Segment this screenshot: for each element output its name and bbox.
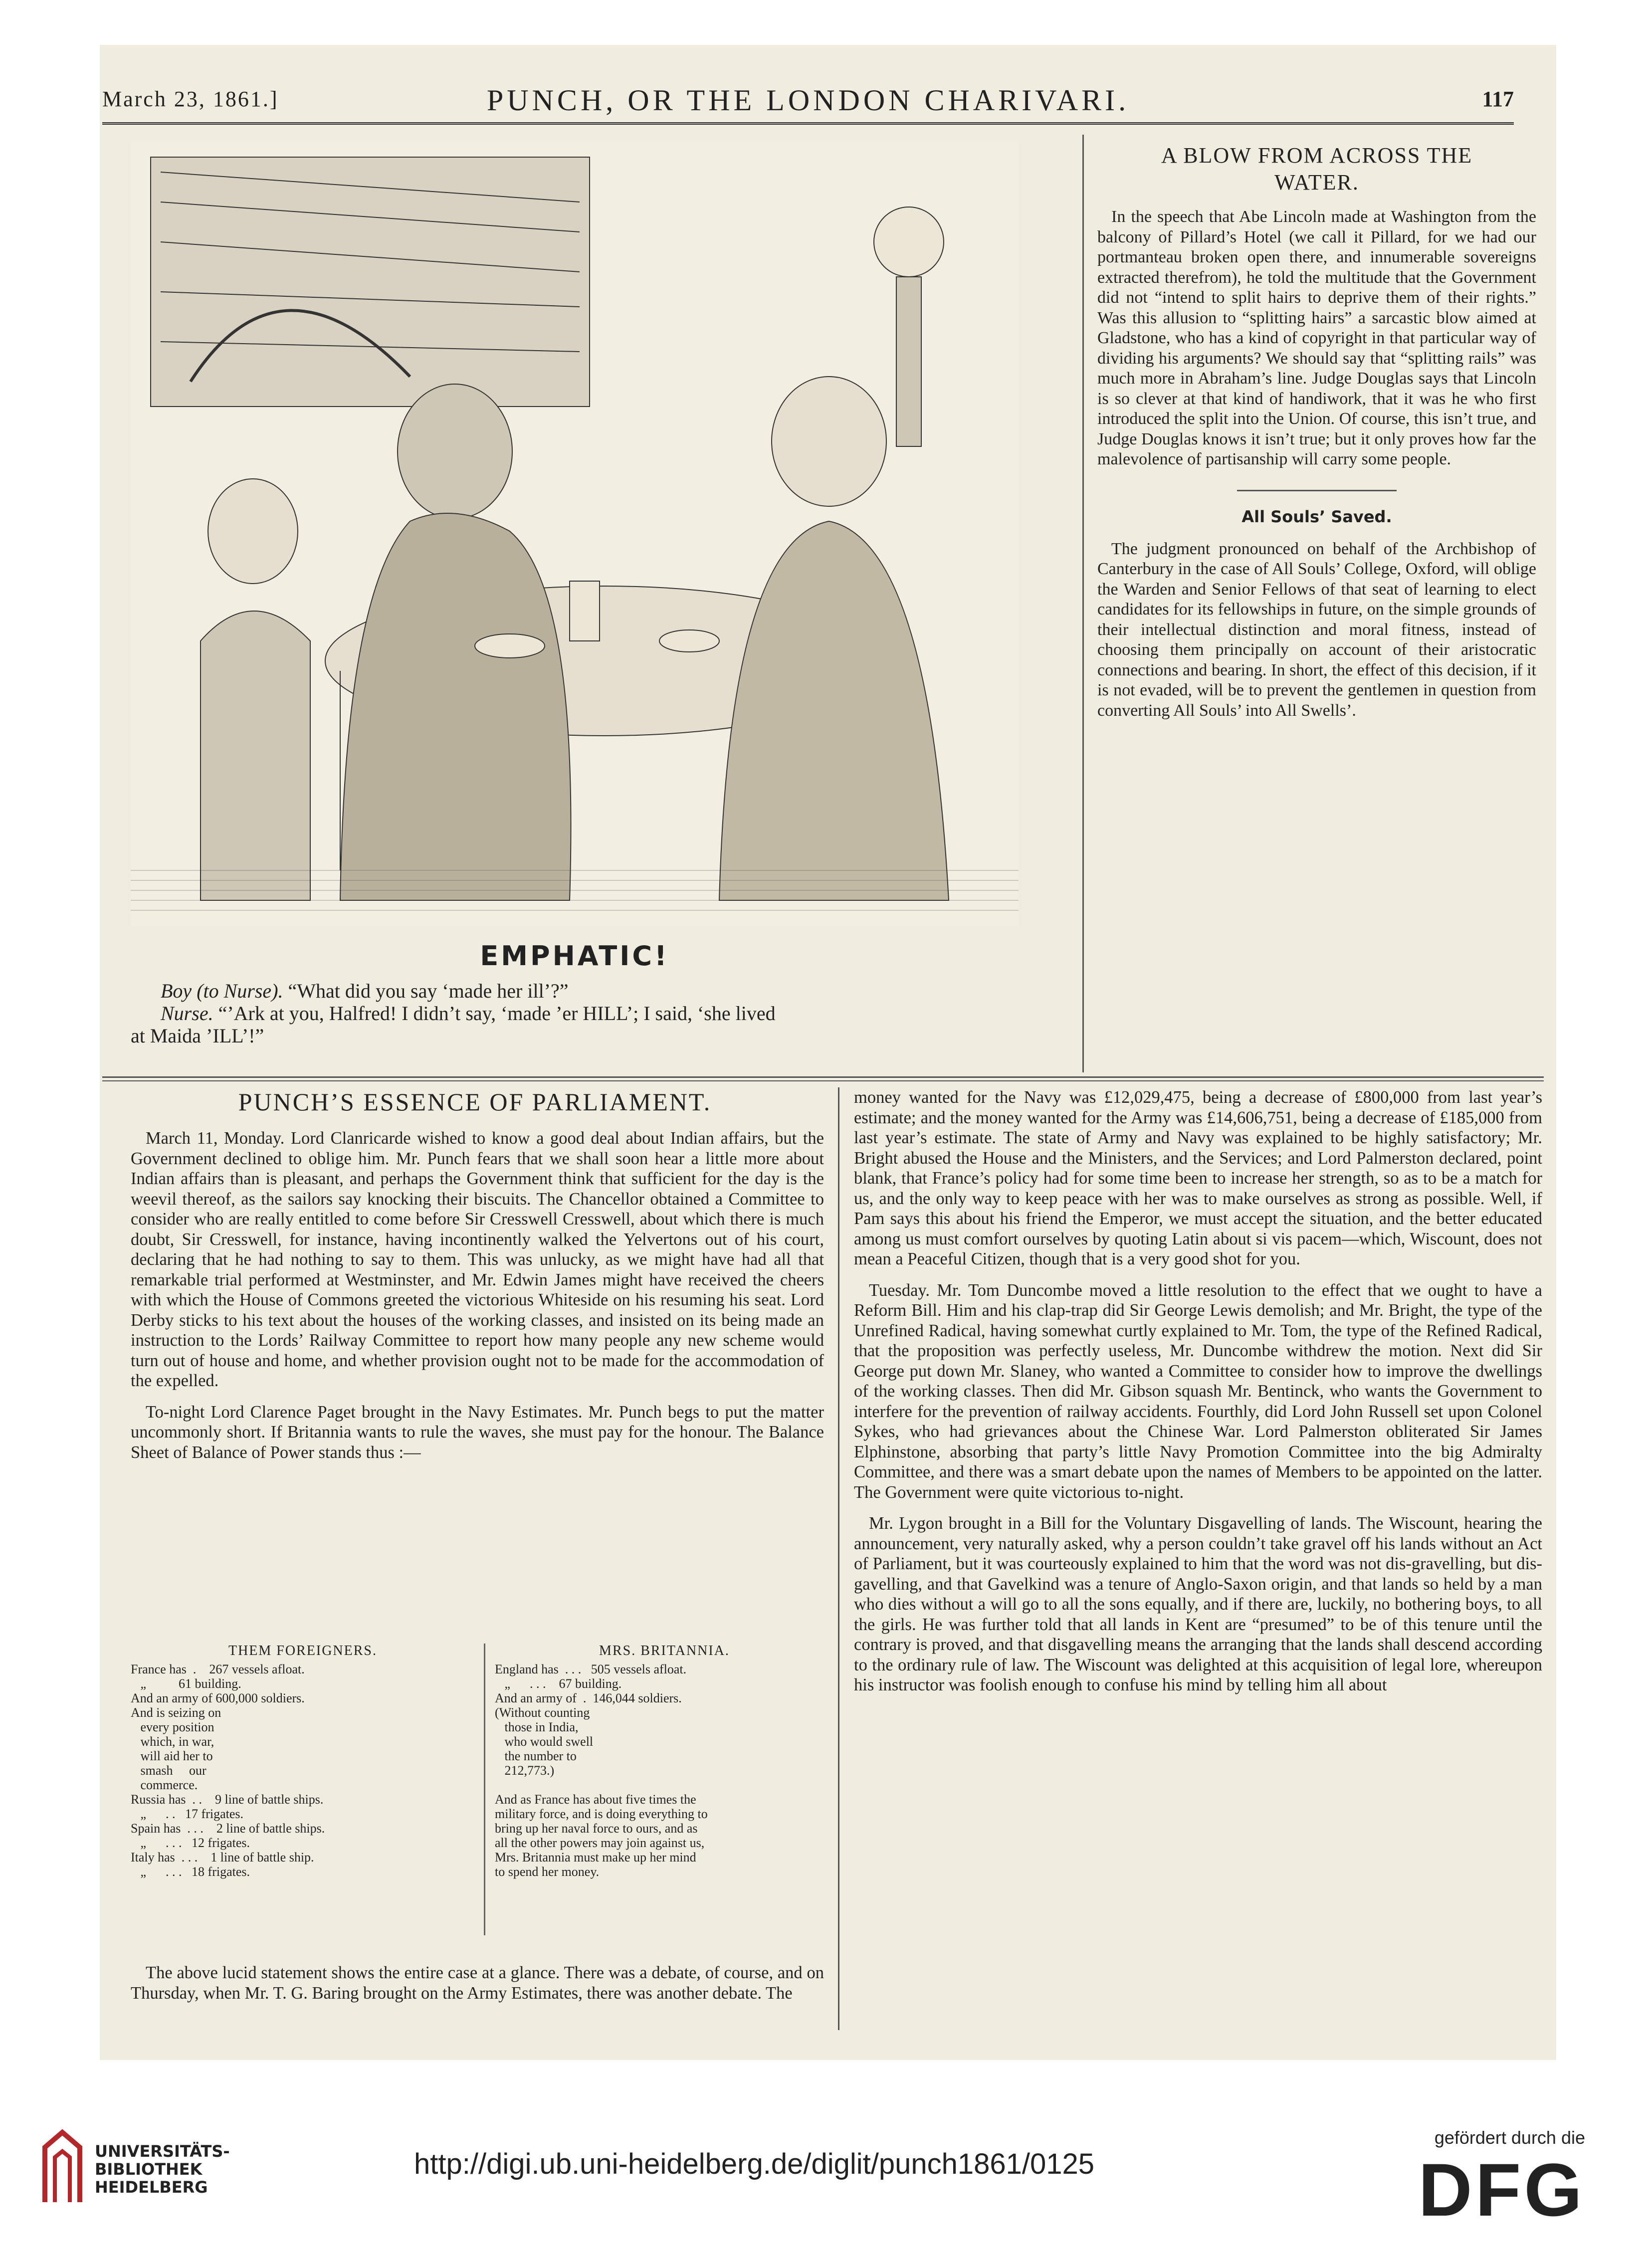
table-row: Mrs. Britannia must make up her mind: [495, 1850, 696, 1864]
table-row: Italy has . . . 1 line of battle ship.: [131, 1850, 314, 1864]
essence-p2: To-night Lord Clarence Paget brought in the Navy Estimates. Mr. Punch begs to put the matter uncommonly short. If Britannia wants to rule the waves, she must pay for the honour. The Balance Sheet of Balance of Power stands thus :—: [131, 1402, 824, 1462]
table-row: „ 61 building.: [131, 1676, 241, 1691]
table-row: those in India,: [495, 1720, 579, 1734]
speaker-nurse: Nurse.: [161, 1002, 213, 1025]
table-row: 212,773.): [495, 1763, 555, 1778]
cartoon-title: EMPHATIC!: [480, 940, 669, 972]
blow-article: [1097, 142, 1536, 1075]
section-divider: [102, 1076, 1544, 1078]
table-row: „ . . . 18 frigates.: [131, 1864, 250, 1879]
essence-column-2: [854, 1087, 1542, 1695]
essence-column-1: [131, 1128, 824, 1462]
cartoon-illustration: [131, 142, 1019, 925]
table-row: which, in war,: [131, 1734, 214, 1749]
running-header: [102, 82, 1514, 125]
page-number: 117: [1482, 87, 1514, 111]
table-row: „ . . . 67 building.: [495, 1676, 622, 1691]
table-britannia: [495, 1644, 834, 1879]
library-name: [95, 2142, 230, 2196]
essence-p3: The above lucid statement shows the entire case at a glance. There was a debate, of course, and on Thursday, when Mr. T. G. Baring brought on the Army Estimates, there was another debate. The: [131, 1963, 824, 2003]
table-head-foreigners: THEM FOREIGNERS.: [228, 1643, 377, 1658]
souls-title: All Souls’ Saved.: [1241, 507, 1392, 526]
table-divider: [484, 1644, 485, 1935]
blow-title: [1097, 142, 1536, 196]
table-row: will aid her to: [131, 1749, 213, 1763]
table-head-britannia: MRS. BRITANNIA.: [599, 1643, 730, 1658]
souls-body: The judgment pronounced on behalf of the Archbishop of Canterbury in the case of All Souls’ College, Oxford, will oblige the Warden and Senior Fellows of that seat of learning to elect candidates for its fellowships in future, on the simple grounds of their intellectual distinction and moral fitness, instead of choosing them principally on account of their aristocratic connections and bearing. In short, the effect of this decision, if it is not evaded, will be to prevent the gentlemen in question from converting All Souls’ into All Swells’.: [1097, 539, 1536, 720]
cartoon-caption-line-3: at Maida ’ILL’!”: [131, 1025, 264, 1047]
funding-note: gefördert durch die: [1434, 2127, 1585, 2148]
cartoon-caption-line-1: [131, 980, 1083, 1002]
cartoon-caption-line-2: [131, 1003, 1083, 1025]
table-row: (Without counting: [495, 1705, 590, 1720]
table-row: And an army of 600,000 soldiers.: [131, 1691, 305, 1705]
table-row: all the other powers may join against us,: [495, 1836, 705, 1850]
table-row: the number to: [495, 1749, 577, 1763]
dfg-logo: DFG: [1418, 2148, 1585, 2232]
library-line-1: UNIVERSITÄTS-: [95, 2142, 230, 2161]
table-row: Russia has . . 9 line of battle ships.: [131, 1792, 324, 1807]
table-row: Spain has . . . 2 line of battle ships.: [131, 1821, 325, 1836]
section-divider-2: [102, 1080, 1544, 1081]
table-row: who would swell: [495, 1734, 594, 1749]
blow-title-line-1: A BLOW FROM ACROSS THE: [1161, 143, 1473, 168]
speaker-boy: Boy: [161, 980, 192, 1002]
table-row: military force, and is doing everything to: [495, 1807, 708, 1821]
table-row: And as France has about five times the: [495, 1792, 696, 1807]
essence-title: PUNCH’S ESSENCE OF PARLIAMENT.: [238, 1088, 712, 1116]
table-row: smash our: [131, 1763, 206, 1778]
table-row: England has . . . 505 vessels afloat.: [495, 1662, 687, 1676]
table-row: [495, 1778, 834, 1792]
blow-title-line-2: WATER.: [1274, 170, 1359, 195]
balance-sheet-table: [131, 1644, 834, 1938]
essence-col2-p3: Mr. Lygon brought in a Bill for the Voluntary Disgavelling of lands. The Wiscount, hearing the announcement, very naturally asked, why a person couldn’t take gravel off his lands without an Act of Parliament, but it was courteously explained to him that the word was not dis-gravelling, but dis-gavelling, and that Gavelkind was a tenure of Anglo-Saxon origin, and that lands so held by a man who dies without a will go to all the sons equally, and if there are, luckily, no bothering boys, to all the girls. He was further told that all lands in Kent are “presumed” to be of this tenure until the contrary is proved, and that disgavelling means the arranging that the lands shall descend according to the ordinary rule of law. The Wiscount was delighted at this acquisition of legal lore, whereupon his instructor was foolish enough to confuse his mind by telling him all about: [854, 1514, 1542, 1694]
table-row: „ . . . 12 frigates.: [131, 1836, 250, 1850]
essence-col2-p2: Tuesday. Mr. Tom Duncombe moved a little resolution to the effect that we ought to have a Reform Bill. Him and his clap-trap did Sir George Lewis demolish; and Mr. Bright, the type of the Unrefined Radical, having somewhat curtly explained to Mr. Tom, the type of the Refined Radical, that the proposition was perfectly useless, Mr. Duncombe withdrew the motion. Next did Sir George put down Mr. Slaney, who wanted a Committee to consider how to improve the dwellings of the working classes. Then did Mr. Gibson squash Mr. Bentinck, who wants the Government to interfere for the prevention of railway accidents. Fourthly, did Lord John Russell set upon Colonel Sykes, who had grievances about the Chinese War. Lord Palmerston obliterated Sir James Elphinstone, absorbing that party’s little Navy Promotion Committee into the big Admiralty Committee, and there was a smart debate upon the names of Members to be appointed on the latter. The Government were quite victorious to-night.: [854, 1280, 1542, 1502]
column-rule-upper: [1082, 135, 1084, 1072]
table-row: And is seizing on: [131, 1705, 221, 1720]
table-row: bring up her naval force to ours, and as: [495, 1821, 698, 1836]
issue-date: March 23, 1861.]: [102, 87, 279, 111]
table-row: „ . . 17 frigates.: [131, 1807, 244, 1821]
essence-col2-p1: money wanted for the Navy was £12,029,475, being a decrease of £800,000 from last year’s estimate; and the money wanted for the Army was £14,606,751, being a decrease of £185,000 from last year’s estimate. The state of Army and Navy was explained to be highly satisfactory; Mr. Bright abused the House and the Ministers, and the Services; and Lord Palmerston declared, point blank, that France’s policy had for some time been to increase her strength, so as to be a match for us, and the only way to keep peace with her was to make ourselves as strong as possible. Well, if Pam says this about his friend the Emperor, we must accept the situation, and the better educated among us must comfort ourselves by quoting Latin about si vis pacem—which, Wiscount, does not mean a Peaceful Citizen, though that is a very good shot for you.: [854, 1088, 1542, 1268]
table-row: commerce.: [131, 1778, 198, 1792]
table-row: every position: [131, 1720, 214, 1734]
nurse-line: “’Ark at you, Halfred! I didn’t say, ‘made ’er HILL’; I said, ‘she lived: [218, 1002, 776, 1025]
table-row: to spend her money.: [495, 1864, 600, 1879]
library-line-2: BIBLIOTHEK: [95, 2160, 203, 2179]
essence-p1: March 11, Monday. Lord Clanricarde wished to know a good deal about Indian affairs, but the Government declined to oblige him. Mr. Punch fears that we shall soon hear a little more about Indian affairs than is pleasant, and perhaps the Government think that sufficient for the day is the weevil thereof, as the sailors say knocking their biscuits. The Chancellor obtained a Committee to consider who are really entitled to come before Sir Cresswell Cresswell, about which there is much doubt, Sir Cresswell, for instance, having incontinently walked the Yelvertons out of his court, declaring that he had nothing to say to them. This was unlucky, as we might have had all that remarkable trial performed at Westminster, and Mr. Edwin James might have received the cheers with which the House of Commons greeted the victorious Whiteside on his resuming his seat. Lord Derby sticks to his text about the houses of the working classes, and insisted on its being made an instruction to the Lords’ Railway Committee to report how many people any new scheme would turn out of house and home, and whether provision ought not to be made for the accommodation of the expelled.: [131, 1129, 824, 1390]
library-line-3: HEIDELBERG: [95, 2178, 208, 2197]
essence-p3-block: [131, 1963, 824, 2003]
addressee: (to Nurse).: [197, 980, 283, 1002]
periodical-title: PUNCH, OR THE LONDON CHARIVARI.: [486, 84, 1130, 117]
table-row: France has . 267 vessels afloat.: [131, 1662, 305, 1676]
column-rule-lower: [838, 1087, 839, 2030]
table-foreigners: [131, 1644, 475, 1879]
boy-line: “What did you say ‘made her ill’?”: [288, 980, 569, 1002]
source-url-link[interactable]: http://digi.ub.uni-heidelberg.de/diglit/punch1861/0125: [414, 2148, 1095, 2180]
table-row: And an army of . 146,044 soldiers.: [495, 1691, 682, 1705]
article-separator: [1237, 490, 1397, 491]
digitization-footer: [0, 2097, 1650, 2268]
blow-body: In the speech that Abe Lincoln made at Washington from the balcony of Pillard’s Hotel (we call it Pillard, for we had our portmanteau broken open there, and innumerable sovereigns extracted therefrom), he told the multitude that the Government did not “intend to split hairs to deprive them of their rights.” Was this allusion to “splitting hairs” a sarcastic blow aimed at Gladstone, who has a kind of copyright in that particular way of dividing his arguments? We should say that “splitting rails” was much more in Abraham’s line. Judge Douglas says that Lincoln is so clever at that kind of handiwork, that it was he who first introduced the split into the Union. Of course, this isn’t true, and Judge Douglas knows it isn’t true; but it only proves how far the malevolence of partisanship will carry some people.: [1097, 207, 1536, 468]
